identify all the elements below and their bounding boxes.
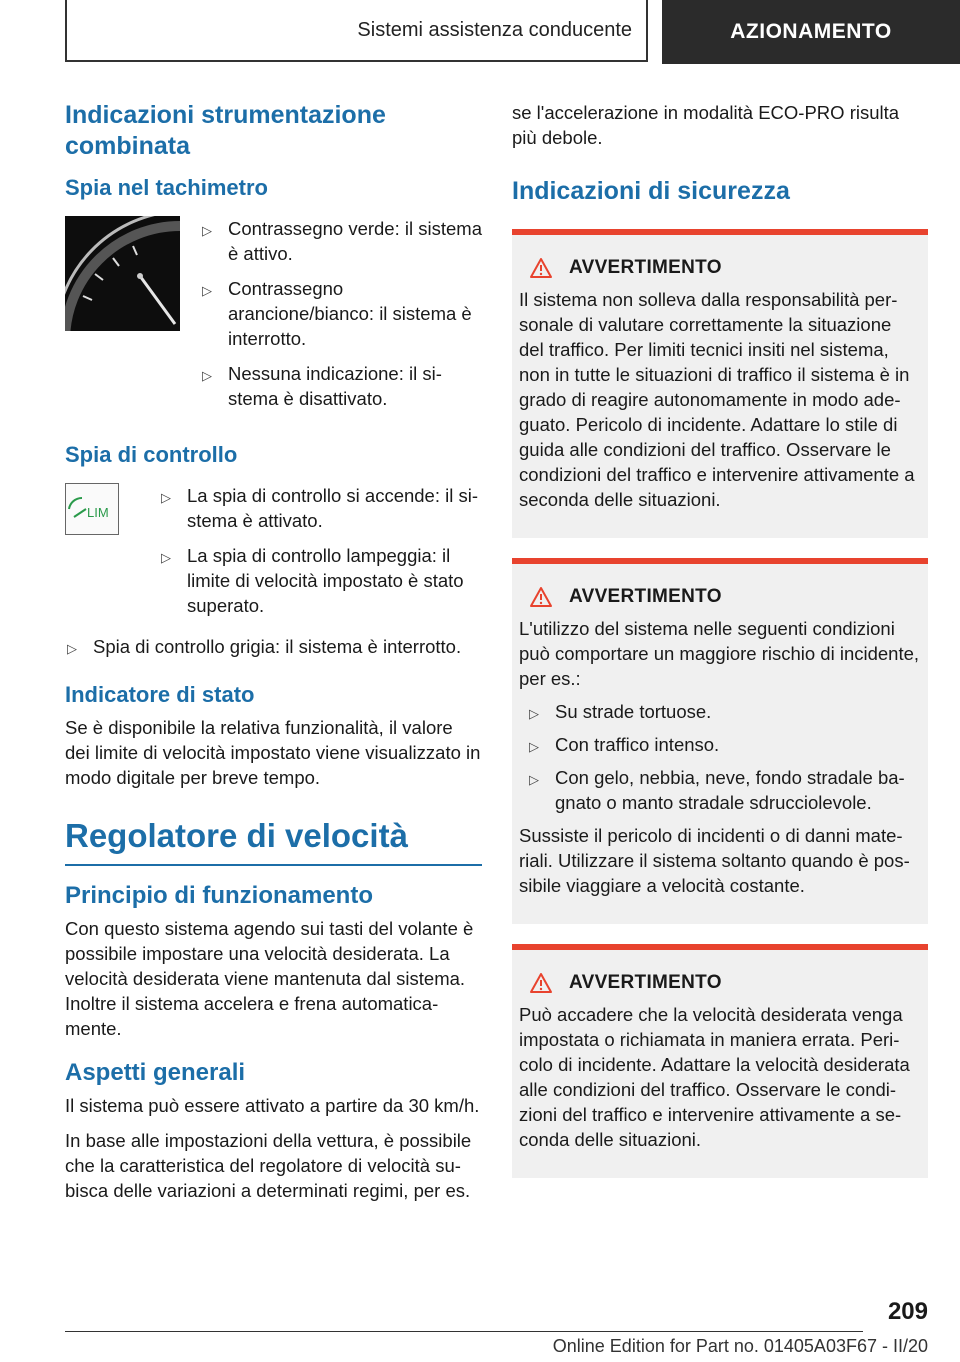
aspetti-text-2: In base alle impostazioni della vettura, è possibile che la caratteristica del regolatore di velocità subisca delle variazioni a determinati regimi, per es. xyxy=(65,1130,472,1201)
list-item: ▷ Nessuna indicazione: il sistema è disattivato. xyxy=(202,363,442,409)
triangle-right-icon: ▷ xyxy=(202,283,212,298)
list-item: ▷ Contrassegno verde: il sistema è attivo. xyxy=(202,218,482,264)
heading-principio: Principio di funzionamento xyxy=(65,882,373,909)
warning-box-2 xyxy=(512,558,928,924)
warning-box-1 xyxy=(512,229,928,538)
warning-box-3 xyxy=(512,944,928,1178)
triangle-right-icon: ▷ xyxy=(529,739,539,754)
tachimetro-list xyxy=(200,216,482,421)
warning-text: L'utilizzo del sistema nelle seguenti condizioni può comportare un maggiore rischio di incidente, per es.: xyxy=(519,618,920,689)
tachimetro-block xyxy=(65,216,482,421)
edition-text: Online Edition for Part no. 01405A03F67 - II/20 xyxy=(552,1336,928,1356)
heading-spia-controllo: Spia di controllo xyxy=(65,442,238,467)
heading-indicatore: Indicatore di stato xyxy=(65,682,255,707)
list-item: ▷ Su strade tortuose. xyxy=(519,699,920,724)
triangle-right-icon: ▷ xyxy=(529,772,539,787)
warning-title: AVVERTIMENTO xyxy=(529,972,920,994)
speed-limiter-lim-icon xyxy=(65,483,119,628)
heading-regolatore: Regolatore di velocità xyxy=(65,816,482,866)
triangle-right-icon: ▷ xyxy=(161,550,171,565)
controllo-list xyxy=(159,483,482,628)
list-item: ▷ Con gelo, nebbia, neve, fondo stradale bagnato o manto stradale sdrucciolevole. xyxy=(529,767,905,813)
left-column xyxy=(65,100,482,1213)
footer-divider xyxy=(65,1331,863,1332)
principio-text: Con questo sistema agendo sui tasti del volante è possibile impostare una velocità desiderata. La velocità desiderata viene mantenuta dal sistema. Inoltre il sistema accelera e frena automaticamente. xyxy=(65,918,474,1039)
section-title: Sistemi assistenza conducente xyxy=(65,0,648,62)
speedometer-icon xyxy=(65,216,180,421)
warning-list xyxy=(519,699,920,815)
triangle-right-icon: ▷ xyxy=(529,706,539,721)
triangle-right-icon: ▷ xyxy=(202,223,212,238)
warning-text-2: Sussiste il pericolo di incidenti o di danni materiali. Utilizzare il sistema soltanto quando è possibile viaggiare a velocità costante. xyxy=(519,825,910,896)
chapter-tab: AZIONAMENTO xyxy=(662,0,960,64)
warning-text: Può accadere che la velocità desiderata venga impostata o richiamata in maniera errata. Pericolo di incidente. Adattare la velocità desiderata alle condizioni del traffico. Osservare le condizioni del traffico e intervenire attivamente a seconda delle situazioni. xyxy=(519,1004,910,1150)
aspetti-text-1: Il sistema può essere attivato a partire da 30 km/h. xyxy=(65,1095,480,1116)
heading-aspetti: Aspetti generali xyxy=(65,1059,246,1086)
controllo-list-full xyxy=(65,634,482,659)
heading-spia-tachimetro: Spia nel tachimetro xyxy=(65,175,268,200)
triangle-right-icon: ▷ xyxy=(67,641,77,656)
list-item: ▷ La spia di controllo si accende: il sistema è attivato. xyxy=(161,485,479,531)
warning-triangle-icon xyxy=(529,972,553,994)
warning-text: Il sistema non solleva dalla responsabilità personale di valutare correttamente la situazione del traffico. Per limiti tecnici insiti nel sistema, non in tutte le situazioni di traffico il sistema è in grado di reagire autonomamente in modo adeguato. Pericolo di incidente. Adattare lo stile di guida alle condizioni del traffico. Osservare le condizioni del traffico e intervenire attivamente a seconda delle situazioni. xyxy=(519,289,915,510)
warning-title: AVVERTIMENTO xyxy=(529,257,920,279)
page-number: 209 xyxy=(887,1298,928,1325)
warning-triangle-icon xyxy=(529,586,553,608)
right-column xyxy=(512,100,928,1198)
warning-title: AVVERTIMENTO xyxy=(529,586,920,608)
indicatore-text: Se è disponibile la relativa funzionalità, il valore dei limite di velocità impostato viene visualizzato in modo digitale per breve tempo. xyxy=(65,717,481,788)
heading-indicazioni: Indicazioni strumentazione combinata xyxy=(65,101,386,160)
warning-triangle-icon xyxy=(529,257,553,279)
list-item: ▷ Spia di controllo grigia: il sistema è interrotto. xyxy=(65,634,482,659)
controllo-block xyxy=(65,483,482,628)
triangle-right-icon: ▷ xyxy=(161,490,171,505)
triangle-right-icon: ▷ xyxy=(202,368,212,383)
heading-sicurezza: Indicazioni di sicurezza xyxy=(512,177,790,205)
continued-text: se l'accelerazione in modalità ECO-PRO risulta più debole. xyxy=(512,102,900,148)
list-item: ▷ Con traffico intenso. xyxy=(519,732,920,757)
page-header xyxy=(0,0,960,66)
list-item: ▷ La spia di controllo lampeggia: il limite di velocità impostato è stato superato. xyxy=(161,545,464,616)
svg-text:LIM: LIM xyxy=(87,505,109,520)
list-item: ▷ Contrassegno arancione/bianco: il sistema è interrotto. xyxy=(202,278,472,349)
